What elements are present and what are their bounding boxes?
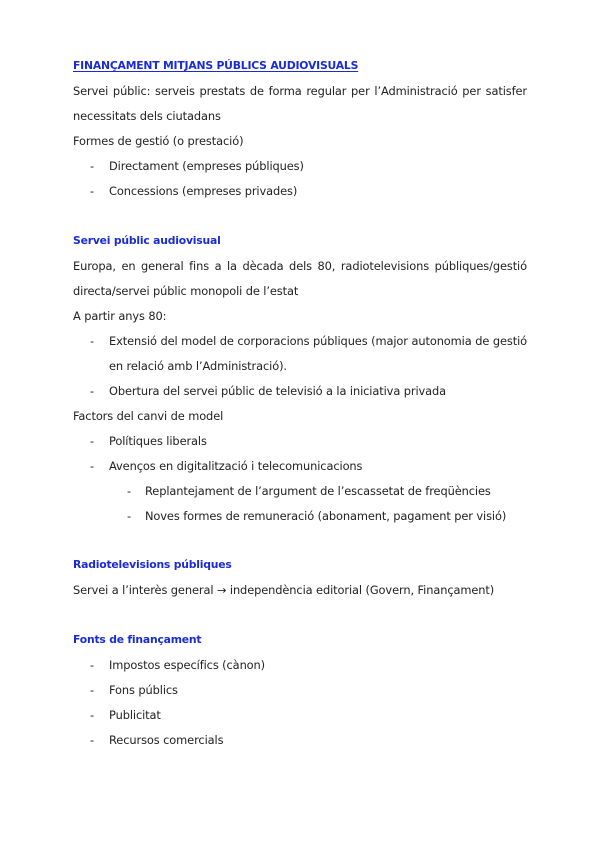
definition-line-2: necessitats dels ciutadans (73, 109, 221, 123)
europe-line-2: directa/servei públic monopoli de l’estat (73, 284, 299, 298)
list-item-text: Recursos comercials (109, 733, 224, 747)
sub-list-item-text: Noves formes de remuneració (abonament, pagament per visió) (145, 509, 507, 523)
list-item-text: Polítiques liberals (109, 434, 207, 448)
dash-marker: - (90, 384, 95, 398)
list-item-text: Avenços en digitalització i telecomunicacions (109, 459, 363, 473)
dash-marker: - (90, 658, 95, 672)
dash-marker: - (90, 434, 95, 448)
list-item-text: Concessions (empreses privades) (109, 184, 298, 198)
from80-label: A partir anys 80: (73, 309, 167, 323)
list-item-text: Directament (empreses públiques) (109, 159, 304, 173)
dash-marker: - (90, 184, 95, 198)
dash-marker: - (127, 484, 132, 498)
sub-list-item-text: Replantejament de l’argument de l’escassetat de freqüències (145, 484, 491, 498)
dash-marker: - (90, 334, 95, 348)
definition-line-1: Servei públic: serveis prestats de forma regular per l’Administració per satisfer (73, 84, 527, 98)
section-heading-radiotelevisions: Radiotelevisions públiques (73, 558, 232, 571)
factors-label: Factors del canvi de model (73, 409, 224, 423)
list-item-text: Fons públics (109, 683, 178, 697)
dash-marker: - (90, 459, 95, 473)
dash-marker: - (90, 708, 95, 722)
forms-label: Formes de gestió (o prestació) (73, 134, 244, 148)
list-item-text: Extensió del model de corporacions públiques (major autonomia de gestió (109, 334, 527, 348)
radiotelevisions-text: Servei a l’interès general → independència editorial (Govern, Finançament) (73, 583, 495, 597)
list-item-text: Impostos específics (cànon) (109, 658, 266, 672)
dash-marker: - (90, 683, 95, 697)
list-item-text: Publicitat (109, 708, 161, 722)
dash-marker: - (90, 159, 95, 173)
list-item-continuation: en relació amb l’Administració). (109, 359, 287, 373)
document-title: FINANÇAMENT MITJANS PÚBLICS AUDIOVISUALS (73, 59, 359, 72)
list-item-text: Obertura del servei públic de televisió a la iniciativa privada (109, 384, 447, 398)
dash-marker: - (127, 509, 132, 523)
europe-line-1: Europa, en general fins a la dècada dels 80, radiotelevisions públiques/gestió (73, 259, 527, 273)
section-heading-fonts: Fonts de finançament (73, 633, 202, 646)
section-heading-servei-public: Servei públic audiovisual (73, 234, 221, 247)
dash-marker: - (90, 733, 95, 747)
